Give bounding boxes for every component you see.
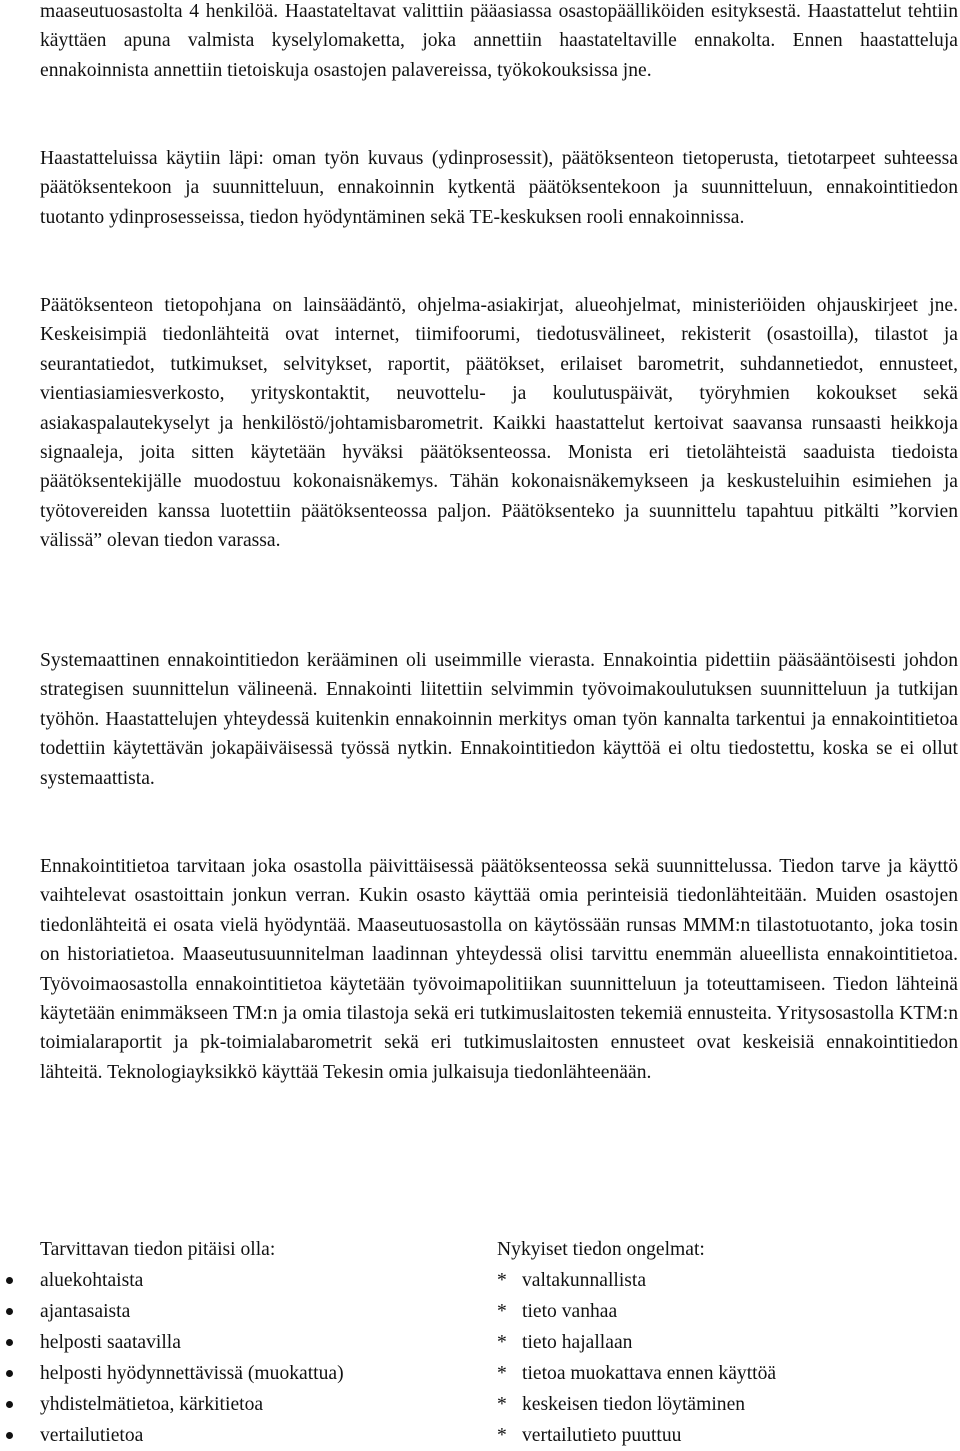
list-item: vertailutietoa bbox=[40, 1420, 480, 1451]
list-item: * tieto hajallaan bbox=[497, 1327, 937, 1358]
asterisk-marker: * bbox=[497, 1301, 507, 1322]
bullet-icon bbox=[6, 1339, 13, 1346]
bullet-icon bbox=[6, 1432, 13, 1439]
list-item: helposti hyödynnettävissä (muokattua) bbox=[40, 1358, 480, 1389]
asterisk-marker: * bbox=[497, 1363, 507, 1384]
paragraph-interview-topics: Haastatteluissa käytiin läpi: oman työn kuvaus (ydinprosessit), päätöksenteon tietoperusta, tietotarpeet suhteessa päätöksentekoon ja suunnitteluun, ennakoinnin kytkentä päätöksentekoon ja suunnitteluun, ennakointitiedon tuotanto ydinprosesseissa, tiedon hyödyntäminen sekä TE-keskuksen rooli ennakoinnissa. bbox=[40, 148, 958, 228]
list-item: * keskeisen tiedon löytäminen bbox=[497, 1389, 937, 1420]
bullet-icon bbox=[6, 1277, 13, 1284]
asterisk-marker: * bbox=[497, 1270, 507, 1291]
list-item: helposti saatavilla bbox=[40, 1327, 480, 1358]
bullet-icon bbox=[6, 1370, 13, 1377]
needs-heading: Tarvittavan tiedon pitäisi olla: bbox=[40, 1239, 276, 1260]
paragraph-information-sources: Päätöksenteon tietopohjana on lainsäädäntö, ohjelma-asiakirjat, alueohjelmat, ministeriöiden ohjauskirjeet jne. Keskeisimpiä tiedonlähteitä ovat internet, tiimifoorumi, tiedotusvälineet, rekisterit (osastoilla), tilastot ja seurantatiedot, tutkimukset, selvitykset, raportit, päätökset, erilaiset barometrit, suhdannetiedot, ennusteet, vientiasiamiesverkosto, yrityskontaktit, neuvottelu- ja koulutuspäivät, työryhmien kokoukset sekä asiakaspalautekyselyt ja henkilöstö/johtamisbarometrit. Kaikki haastattelut kertoivat saavansa runsaasti heikkoja signaaleja, joita sitten käytetään hyväksi päätöksenteossa. Monista eri tietolähteistä saaduista tiedoista päätöksentekijälle muodostuu kokonaisnäkemys. Tähän kokonaisnäkemykseen ja keskusteluihin esimiehen ja työtovereiden kanssa luotettiin päätöksenteossa paljon. Päätöksenteko ja suunnittelu tapahtuu pitkälti ”korvien välissä” olevan tiedon varassa. bbox=[40, 295, 958, 552]
bullet-icon bbox=[6, 1308, 13, 1315]
list-item: * vertailutieto puuttuu bbox=[497, 1420, 937, 1451]
problems-list bbox=[497, 1265, 937, 1451]
paragraph-department-needs: Ennakointitietoa tarvitaan joka osastolla päivittäisessä päätöksenteossa sekä suunnittelussa. Tiedon tarve ja käyttö vaihtelevat osastoittain jonkun verran. Kukin osasto käyttää omia perinteisiä tiedonlähteitään. Muiden osastojen tiedonlähteitä ei osata vielä hyödyntää. Maaseutuosastolla on käytössään runsas MMM:n tilastotuotanto, joka tosin on historiatietoa. Maaseutusuunnitelman laadinnan yhteydessä olisi tarvittu enemmän alueellista ennakointitietoa. Työvoimaosastolla ennakointitietoa käytetään työvoimapolitiikan suunnitteluun ja toteuttamiseen. Tiedon lähteinä käytetään enimmäkseen TM:n ja omia tilastoja sekä eri tutkimuslaitosten tekemiä ennusteita. Yritysosastolla KTM:n toimialaraportit ja pk-toimialabarometrit sekä eri tutkimuslaitosten ennusteet ovat keskeisiä ennakointitiedon lähteitä. Teknologiayksikkö käyttää Tekesin omia julkaisuja tiedonlähteenään. bbox=[40, 856, 958, 1083]
list-item: * valtakunnallista bbox=[497, 1265, 937, 1296]
paragraph-systematic-forecasting: Systemaattinen ennakointitiedon kerääminen oli useimmille vierasta. Ennakointia pidettiin pääsääntöisesti johdon strategisen suunnittelun välineenä. Ennakointi liitettiin selvimmin työvoimakoulutuksen suunnitteluun ja tutkijan työhön. Haastattelujen yhteydessä kuitenkin ennakoinnin merkitys oman työn kannalta tarkentui ja ennakointitietoa todettiin käytettävän jokapäiväisessä työssä nytkin. Ennakointitiedon käyttöä ei oltu tiedostettu, koska se ei ollut systemaattista. bbox=[40, 650, 958, 789]
list-item: * tietoa muokattava ennen käyttöä bbox=[497, 1358, 937, 1389]
list-item: yhdistelmätietoa, kärkitietoa bbox=[40, 1389, 480, 1420]
asterisk-marker: * bbox=[497, 1394, 507, 1415]
paragraph-interview-intro: maaseutuosastolta 4 henkilöä. Haastateltavat valittiin pääasiassa osastopäälliköiden esityksestä. Haastattelut tehtiin käyttäen apuna valmista kyselylomaketta, joka annettiin haastateltaville ennakolta. Ennen haastatteluja ennakoinnista annettiin tietoiskuja osastojen palavereissa, työkokouksissa jne. bbox=[40, 1, 958, 81]
list-item: * tieto vanhaa bbox=[497, 1296, 937, 1327]
list-item: ajantasaista bbox=[40, 1296, 480, 1327]
problems-column bbox=[497, 1234, 937, 1451]
needs-list bbox=[40, 1265, 480, 1451]
bullet-icon bbox=[6, 1401, 13, 1408]
list-item: aluekohtaista bbox=[40, 1265, 480, 1296]
asterisk-marker: * bbox=[497, 1425, 507, 1446]
asterisk-marker: * bbox=[497, 1332, 507, 1353]
needs-column bbox=[40, 1234, 480, 1451]
problems-heading: Nykyiset tiedon ongelmat: bbox=[497, 1239, 705, 1260]
